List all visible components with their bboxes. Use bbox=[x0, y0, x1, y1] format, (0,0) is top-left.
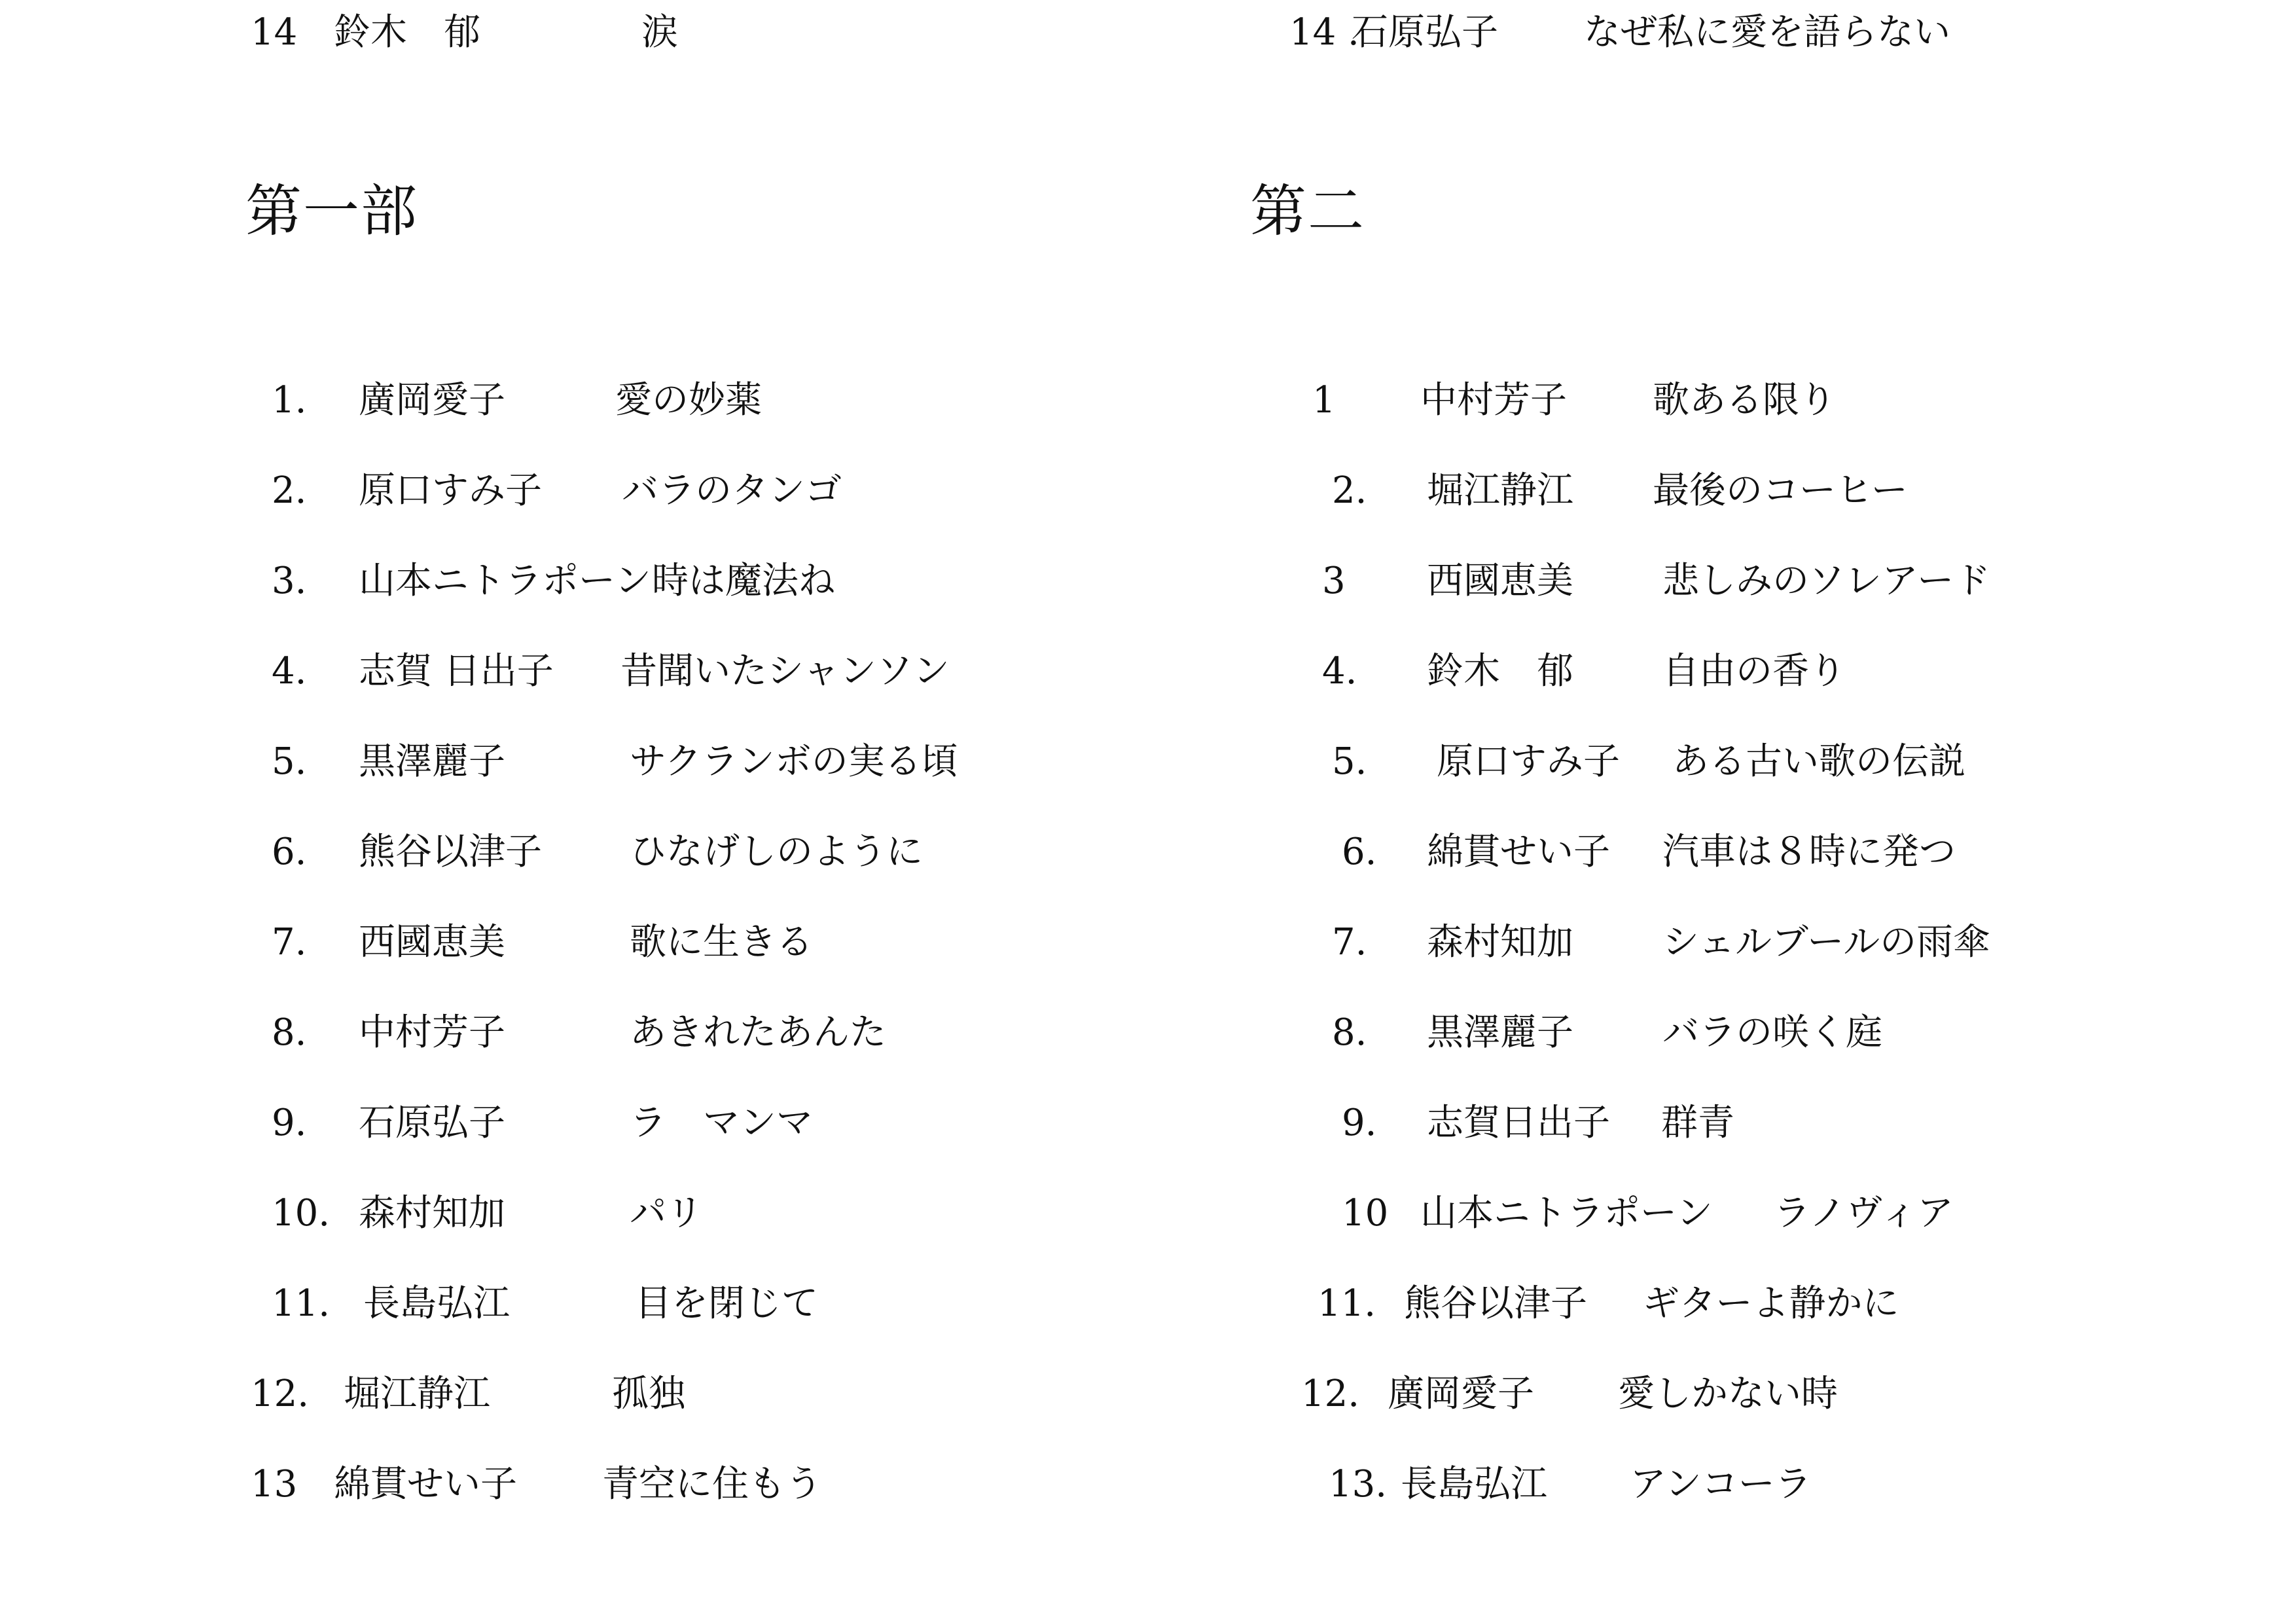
item-number: 3. bbox=[272, 560, 307, 602]
item-number: 2. bbox=[1332, 469, 1367, 512]
performer-name: 森村知加 bbox=[359, 1192, 505, 1235]
song-title: 愛の妙薬 bbox=[615, 379, 762, 422]
song-title: 悲しみのソレアード bbox=[1662, 560, 1991, 602]
item-number: 11. bbox=[1318, 1282, 1376, 1325]
item-number: 3 bbox=[1322, 560, 1346, 602]
item-number: 5. bbox=[272, 740, 307, 783]
performer-name: 鈴木 郁 bbox=[1427, 650, 1573, 693]
song-title: ある古い歌の伝説 bbox=[1672, 740, 1965, 783]
item-number: 2. bbox=[272, 469, 307, 512]
performer-name: 志賀日出子 bbox=[1427, 1102, 1610, 1144]
song-title: なぜ私に愛を語らない bbox=[1584, 11, 1950, 54]
song-title: 孤独 bbox=[612, 1373, 685, 1415]
performer-name: 原口すみ子 bbox=[1437, 740, 1620, 783]
item-number: 13 bbox=[251, 1463, 298, 1506]
item-number: 14 . bbox=[1289, 11, 1359, 54]
item-number: 8. bbox=[272, 1011, 307, 1054]
performer-name: 黒澤麗子 bbox=[359, 740, 505, 783]
performer-name: 熊谷以津子 bbox=[359, 831, 542, 873]
song-title: ラ マンマ bbox=[630, 1102, 813, 1144]
item-number: 4. bbox=[1322, 650, 1357, 693]
song-title: 歌ある限り bbox=[1653, 379, 1836, 422]
performer-name: 西國恵美 bbox=[1427, 560, 1573, 602]
song-title: 時は魔法ね bbox=[652, 560, 835, 602]
song-title: 汽車は８時に発つ bbox=[1662, 831, 1956, 873]
performer-name: 石原弘子 bbox=[1352, 11, 1498, 54]
song-title: シェルブールの雨傘 bbox=[1662, 921, 1990, 964]
item-number: 7. bbox=[272, 921, 307, 964]
item-number: 8. bbox=[1332, 1011, 1367, 1054]
song-title: 愛しかない時 bbox=[1618, 1373, 1838, 1415]
song-title: ラノヴィア bbox=[1774, 1192, 1954, 1235]
performer-name: 長島弘江 bbox=[363, 1282, 510, 1325]
performer-name: 黒澤麗子 bbox=[1427, 1011, 1573, 1054]
song-title: 群青 bbox=[1661, 1102, 1734, 1144]
song-title: バラのタンゴ bbox=[622, 469, 842, 512]
item-number: 6. bbox=[1342, 831, 1377, 873]
item-number: 6. bbox=[272, 831, 307, 873]
song-title: 最後のコーヒー bbox=[1653, 469, 1908, 512]
performer-name: 原口すみ子 bbox=[359, 469, 542, 512]
performer-name: 綿貫せい子 bbox=[1427, 831, 1610, 873]
part-one-heading: 第一部 bbox=[245, 179, 418, 244]
performer-name: 西國恵美 bbox=[359, 921, 505, 964]
performer-name: 熊谷以津子 bbox=[1404, 1282, 1587, 1325]
performer-name: 廣岡愛子 bbox=[1388, 1373, 1534, 1415]
performer-name: 石原弘子 bbox=[359, 1102, 505, 1144]
song-title: パリ bbox=[630, 1192, 703, 1235]
song-title: 昔聞いたシャンソン bbox=[620, 650, 950, 693]
song-title: バラの咲く庭 bbox=[1662, 1011, 1882, 1054]
item-number: 1. bbox=[272, 379, 307, 422]
item-number: 7. bbox=[1332, 921, 1367, 964]
performer-name: 長島弘江 bbox=[1401, 1463, 1547, 1506]
song-title: アンコーラ bbox=[1630, 1463, 1812, 1506]
performer-name: 山本ニトラポーン bbox=[1420, 1192, 1713, 1235]
song-title: 涙 bbox=[641, 11, 678, 54]
item-number: 11. bbox=[272, 1282, 331, 1325]
song-title: 青空に住もう bbox=[602, 1463, 822, 1506]
performer-name: 森村知加 bbox=[1427, 921, 1573, 964]
performer-name: 山本ニトラポーン bbox=[359, 560, 651, 602]
song-title: 目を閉じて bbox=[635, 1282, 818, 1325]
song-title: ギターよ静かに bbox=[1643, 1282, 1899, 1325]
performer-name: 綿貫せい子 bbox=[334, 1463, 517, 1506]
song-title: 歌に生きる bbox=[630, 921, 813, 964]
performer-name: 堀江静江 bbox=[344, 1373, 490, 1415]
item-number: 12. bbox=[1301, 1373, 1360, 1415]
song-title: ひなげしのように bbox=[630, 831, 923, 873]
item-number: 9. bbox=[272, 1102, 307, 1144]
performer-name: 堀江静江 bbox=[1427, 469, 1573, 512]
performer-name: 鈴木 郁 bbox=[334, 11, 480, 54]
item-number: 10. bbox=[272, 1192, 331, 1235]
item-number: 12. bbox=[251, 1373, 310, 1415]
item-number: 14 bbox=[251, 11, 298, 54]
song-title: サクランボの実る頃 bbox=[630, 740, 958, 783]
part-two-heading: 第二 bbox=[1250, 179, 1365, 244]
song-title: あきれたあんた bbox=[630, 1011, 886, 1054]
item-number: 4. bbox=[272, 650, 307, 693]
item-number: 13. bbox=[1329, 1463, 1388, 1506]
item-number: 5. bbox=[1332, 740, 1367, 783]
item-number: 10 bbox=[1342, 1192, 1389, 1235]
song-title: 自由の香り bbox=[1662, 650, 1846, 693]
item-number: 9. bbox=[1342, 1102, 1377, 1144]
performer-name: 廣岡愛子 bbox=[359, 379, 505, 422]
performer-name: 中村芳子 bbox=[1420, 379, 1567, 422]
performer-name: 志賀 日出子 bbox=[359, 650, 554, 693]
item-number: 1 bbox=[1312, 379, 1336, 422]
performer-name: 中村芳子 bbox=[359, 1011, 505, 1054]
